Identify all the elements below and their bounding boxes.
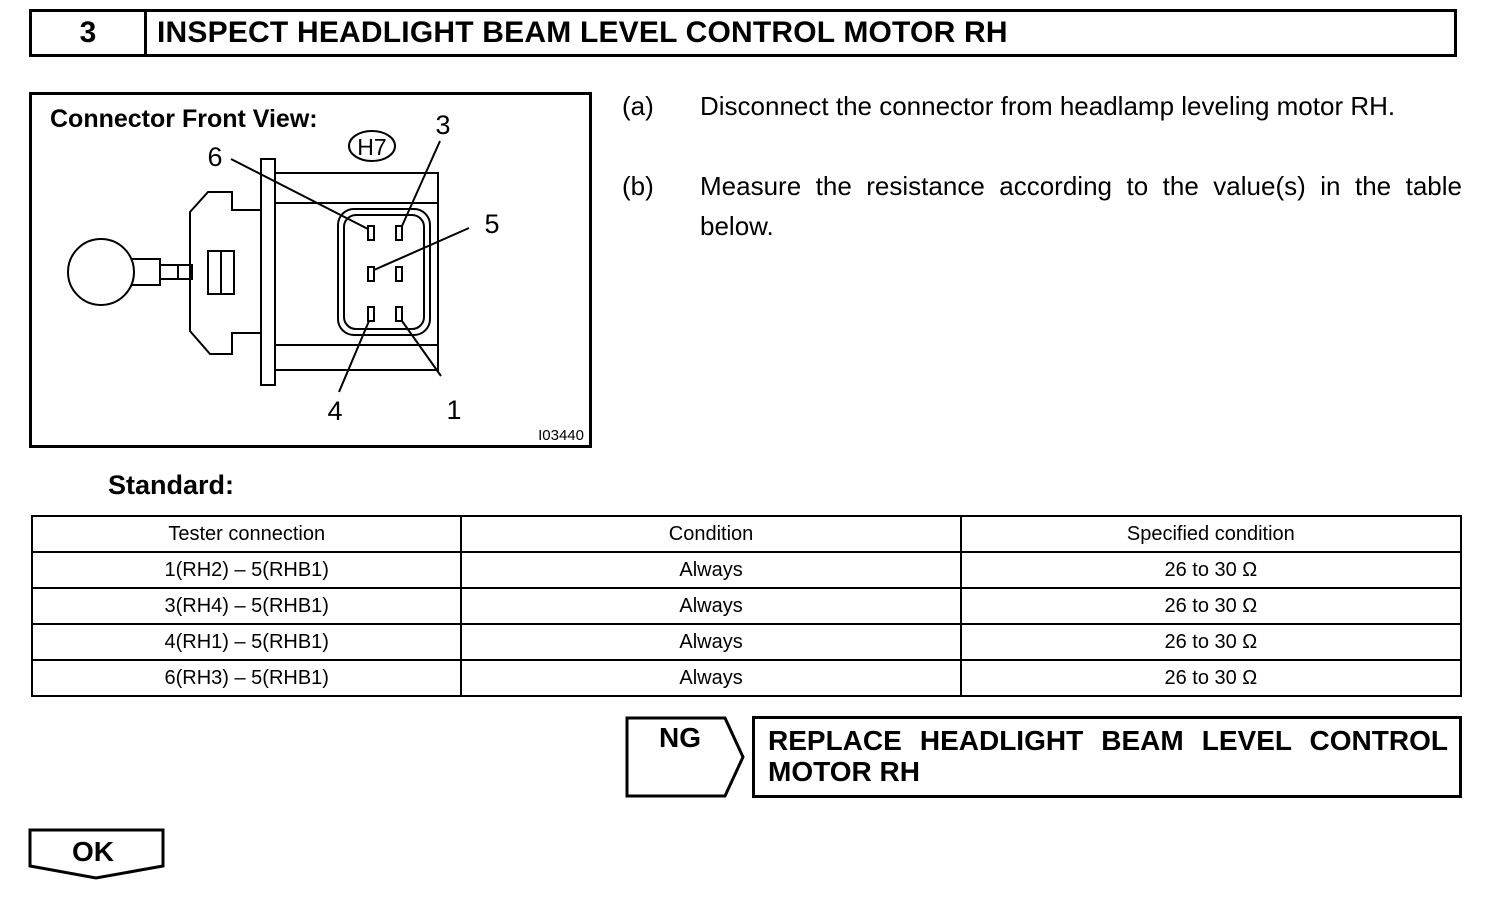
table-cell: 3(RH4) – 5(RHB1)	[32, 588, 461, 624]
callout-5: 5	[484, 209, 500, 239]
table-cell: 4(RH1) – 5(RHB1)	[32, 624, 461, 660]
pin-3	[396, 226, 402, 240]
table-cell: 26 to 30 Ω	[961, 552, 1461, 588]
connector-code: H7	[357, 134, 387, 160]
table-cell: 26 to 30 Ω	[961, 624, 1461, 660]
callout-6: 6	[207, 142, 223, 172]
leader-3	[402, 141, 440, 226]
ng-action-box	[752, 716, 1462, 798]
connector-figure	[29, 92, 592, 448]
pin-6	[368, 226, 374, 240]
step-header	[29, 9, 1457, 57]
spec-table	[31, 515, 1462, 697]
column-header: Condition	[461, 516, 960, 552]
figure-id: I03440	[538, 427, 584, 444]
instruction-text: Measure the resistance according to the value(s) in the table below.	[700, 171, 1462, 241]
plug-neck	[132, 259, 160, 285]
ok-branch-arrow	[28, 828, 166, 880]
column-header: Tester connection	[32, 516, 461, 552]
pin-5	[368, 267, 374, 281]
pin-4	[368, 307, 374, 321]
table-row	[32, 624, 1461, 660]
step-title: INSPECT HEADLIGHT BEAM LEVEL CONTROL MOTOR RH	[157, 16, 1008, 49]
ng-branch-arrow	[625, 716, 745, 798]
step-number: 3	[32, 12, 147, 54]
table-cell: Always	[461, 624, 960, 660]
callout-4: 4	[327, 396, 343, 426]
table-row	[32, 552, 1461, 588]
mounting-flange	[261, 159, 275, 385]
table-cell: 1(RH2) – 5(RHB1)	[32, 552, 461, 588]
pin-cavity-inner	[344, 215, 424, 329]
figure-caption: Connector Front View:	[50, 105, 318, 133]
table-cell: Always	[461, 588, 960, 624]
standard-label: Standard:	[108, 470, 235, 500]
connector-diagram	[32, 95, 589, 445]
table-cell: 26 to 30 Ω	[961, 660, 1461, 696]
table-cell: Always	[461, 660, 960, 696]
instruction-label: (b)	[622, 171, 654, 201]
motor-plug-circle	[68, 239, 134, 305]
leader-6	[231, 159, 368, 229]
table-cell: 26 to 30 Ω	[961, 588, 1461, 624]
callout-3: 3	[435, 110, 451, 140]
instruction-text: Disconnect the connector from headlamp leveling motor RH.	[700, 91, 1396, 121]
connector-housing	[190, 192, 261, 354]
callout-1: 1	[446, 395, 462, 425]
instruction-label: (a)	[622, 91, 654, 121]
table-row	[32, 660, 1461, 696]
table-cell: Always	[461, 552, 960, 588]
leader-1	[402, 321, 441, 376]
ng-label-text: NG	[659, 722, 701, 753]
table-cell: 6(RH3) – 5(RHB1)	[32, 660, 461, 696]
pin-cavity-outer	[338, 209, 430, 335]
ng-action-text: REPLACE HEADLIGHT BEAM LEVEL CONTROL MOTOR RH	[768, 725, 1448, 787]
table-header-row	[32, 516, 1461, 552]
table-row	[32, 588, 1461, 624]
ok-label-text: OK	[72, 836, 114, 867]
pin-1	[396, 307, 402, 321]
leader-5	[374, 228, 469, 270]
pin-2	[396, 267, 402, 281]
column-header: Specified condition	[961, 516, 1461, 552]
